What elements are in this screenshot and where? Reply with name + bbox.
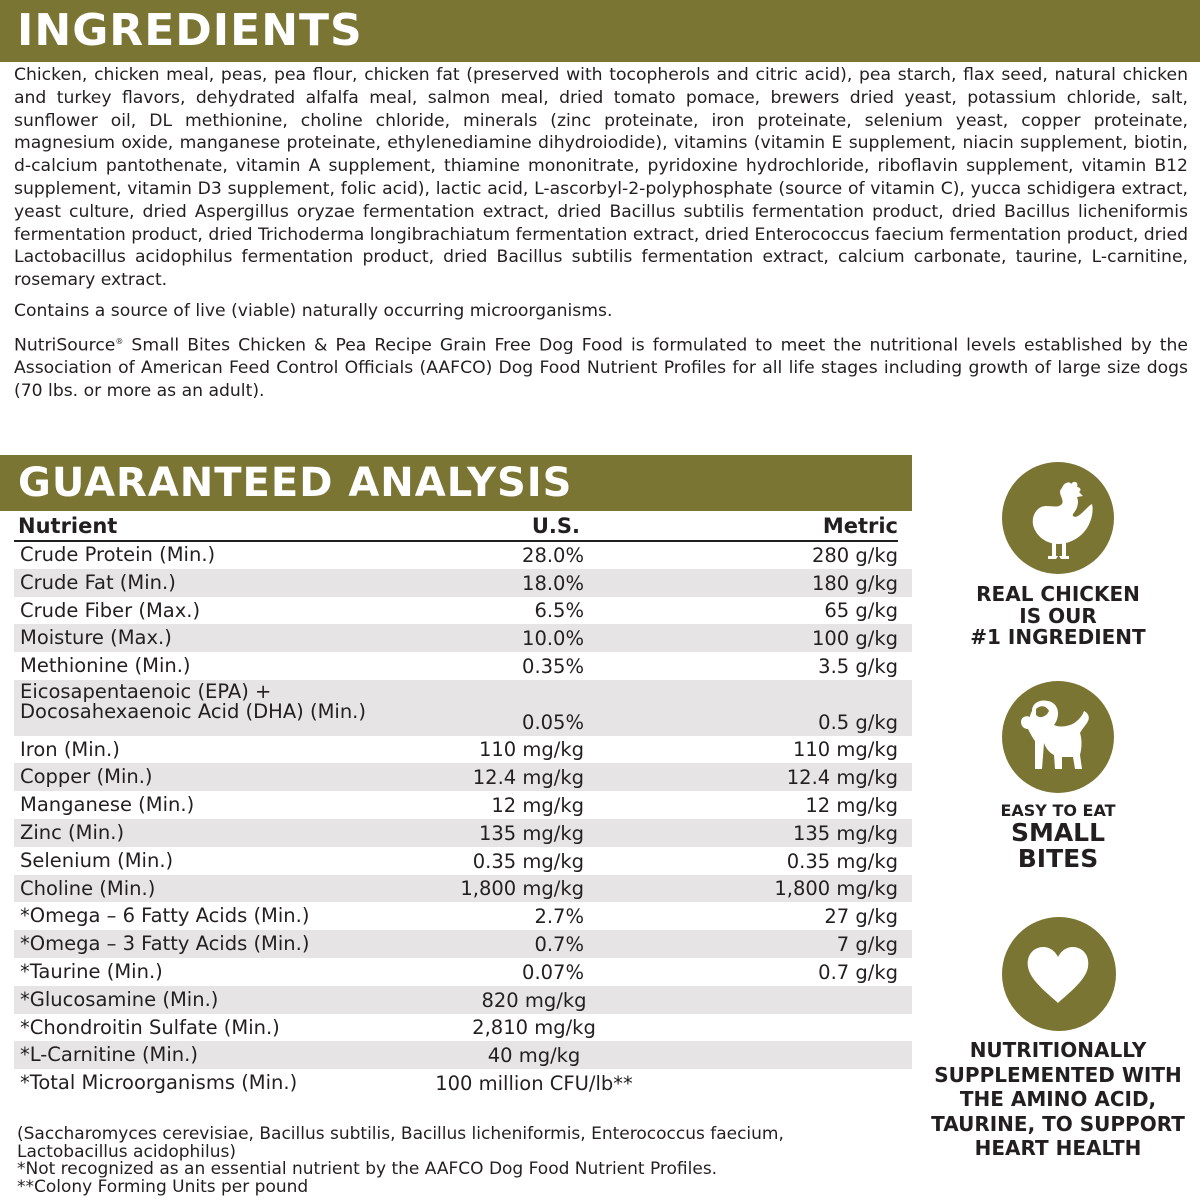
table-row [14, 847, 912, 875]
caption-line: TAURINE, TO SUPPORT [931, 1111, 1185, 1136]
heart-badge-caption [925, 1038, 1191, 1161]
puppy-icon [1002, 681, 1114, 793]
nutrient-name: Methionine (Min.) [20, 654, 191, 678]
combined-value: 40 mg/kg [487, 1044, 581, 1068]
table-row [14, 930, 912, 958]
small-bites-kicker: EASY TO EAT [1000, 801, 1116, 820]
us-value: 10.0% [522, 627, 584, 651]
nutrient-name: *Taurine (Min.) [20, 959, 163, 983]
us-value: 18.0% [522, 571, 584, 595]
us-value: 0.07% [522, 960, 584, 984]
nutrient-name: Manganese (Min.) [20, 793, 195, 817]
header-nutrient: Nutrient [18, 514, 118, 538]
caption-line: BITES [1017, 844, 1099, 873]
footnote-line: (Saccharomyces cerevisiae, Bacillus subtilis, Bacillus licheniformis, Enterococcus faecium, [17, 1124, 784, 1144]
table-row [14, 986, 912, 1014]
nutrient-name-line1: Eicosapentaenoic (EPA) + [20, 679, 272, 703]
aafco-statement [14, 331, 1188, 403]
metric-value: 110 mg/kg [792, 738, 898, 762]
chicken-badge [1002, 462, 1114, 574]
table-row [14, 875, 912, 903]
us-value: 12 mg/kg [491, 793, 584, 817]
metric-value: 1,800 mg/kg [774, 877, 898, 901]
table-row [14, 1041, 912, 1069]
us-value: 28.0% [522, 543, 584, 567]
us-value: 6.5% [534, 599, 584, 623]
combined-value: 820 mg/kg [481, 988, 587, 1012]
table-row [14, 763, 912, 791]
table-row [14, 736, 912, 764]
metric-value: 0.5 g/kg [818, 710, 898, 734]
analysis-title: GUARANTEED ANALYSIS [18, 460, 573, 506]
registered-mark: ® [115, 336, 124, 346]
header-metric: Metric [822, 514, 898, 538]
caption-line: REAL CHICKEN [976, 582, 1140, 606]
caption-line: THE AMINO ACID, [959, 1087, 1157, 1111]
caption-line: SUPPLEMENTED WITH [934, 1062, 1182, 1087]
us-value: 0.05% [522, 710, 584, 734]
caption-line: HEART HEALTH [974, 1136, 1142, 1160]
nutrient-name: Iron (Min.) [20, 737, 120, 761]
nutrient-name: *Omega – 6 Fatty Acids (Min.) [20, 904, 310, 928]
nutrient-name: Copper (Min.) [20, 765, 153, 789]
heart-badge [1002, 917, 1116, 1031]
combined-value: 100 million CFU/lb** [435, 1071, 633, 1095]
ingredients-section [14, 64, 1188, 403]
small-bites-caption [925, 820, 1191, 872]
footnote-line: **Colony Forming Units per pound [17, 1176, 309, 1197]
nutrient-name: Crude Fat (Min.) [20, 570, 176, 594]
metric-value: 12 mg/kg [805, 793, 898, 817]
table-row [14, 902, 912, 930]
nutrient-name: *Total Microorganisms (Min.) [20, 1071, 298, 1095]
metric-value: 65 g/kg [824, 599, 898, 623]
brand-name: NutriSource [14, 335, 116, 356]
microorganisms-note: Contains a source of live (viable) naturally occurring microorganisms. [14, 300, 613, 321]
caption-line: NUTRITIONALLY [969, 1038, 1147, 1062]
metric-value: 0.7 g/kg [818, 960, 898, 984]
nutrient-name-line2: Docosahexaenoic Acid (DHA) (Min.) [20, 699, 366, 723]
chicken-icon [1002, 462, 1114, 574]
us-value: 0.35% [522, 654, 584, 678]
nutrient-name: *Chondroitin Sulfate (Min.) [20, 1015, 280, 1039]
caption-line: IS OUR [1019, 603, 1097, 628]
nutrient-name: Moisture (Max.) [20, 626, 172, 650]
nutrient-name: Crude Protein (Min.) [20, 543, 216, 566]
small-bites-badge [1002, 681, 1114, 793]
metric-value: 27 g/kg [824, 905, 898, 929]
nutrient-name: Choline (Min.) [20, 876, 156, 900]
nutrient-name: *Omega – 3 Fatty Acids (Min.) [20, 932, 310, 956]
metric-value: 100 g/kg [811, 627, 898, 651]
table-row [14, 1014, 912, 1042]
table-row [14, 597, 912, 625]
metric-value: 0.35 mg/kg [786, 849, 898, 873]
aafco-statement-text: Small Bites Chicken & Pea Recipe Grain Free Dog Food is formulated to meet the nutritional levels established by the Association of American Feed Control Officials (AAFCO) Dog Food Nutrient Profiles for all life stages including growth of large size dogs (70 lbs. or more as an adult). [14, 335, 1188, 402]
ingredients-banner [0, 0, 1200, 62]
us-value: 12.4 mg/kg [472, 766, 584, 790]
nutrient-name [20, 679, 366, 723]
analysis-footnotes [17, 1126, 917, 1196]
us-value: 110 mg/kg [478, 738, 584, 762]
nutrient-name: Selenium (Min.) [20, 848, 174, 872]
us-value: 0.35 mg/kg [472, 849, 584, 873]
us-value: 2.7% [534, 905, 584, 929]
analysis-banner [0, 455, 912, 511]
metric-value: 135 mg/kg [792, 821, 898, 845]
ingredients-list: Chicken, chicken meal, peas, pea flour, chicken fat (preserved with tocopherols and citric acid), pea starch, flax seed, natural chicken and turkey flavors, dehydrated alfalfa meal, salmon meal, dried tomato pomace, brewers dried yeast, potassium chloride, salt, sunflower oil, DL methionine, choline chloride, minerals (zinc proteinate, iron proteinate, selenium yeast, copper proteinate, magnesium oxide, manganese proteinate, ethylenediamine dihydroiodide), vitamins (vitamin E supplement, niacin supplement, biotin, d-calcium pantothenate, vitamin A supplement, thiamine mononitrate, pyridoxine hydrochloride, riboflavin supplement, vitamin B12 supplement, vitamin D3 supplement, folic acid), lactic acid, L-ascorbyl-2-polyphosphate (source of vitamin C), yucca schidigera extract, yeast culture, dried Aspergillus oryzae fermentation extract, dried Bacillus subtilis fermentation product, dried Bacillus licheniformis fermentation product, dried Trichoderma longibrachiatum fermentation extract, dried Enterococcus faecium fermentation product, dried Lactobacillus acidophilus fermentation product, dried Bacillus subtilis fermentation extract, calcium carbonate, taurine, L-carnitine, rosemary extract. [14, 65, 1188, 291]
nutrient-name: *L-Carnitine (Min.) [20, 1043, 198, 1067]
ingredients-title: INGREDIENTS [17, 5, 363, 56]
us-value: 1,800 mg/kg [460, 877, 584, 901]
table-row [14, 624, 912, 652]
table-row [14, 652, 912, 680]
us-value: 0.7% [534, 932, 584, 956]
table-row [14, 680, 912, 736]
chicken-badge-caption [925, 584, 1191, 649]
metric-value: 3.5 g/kg [818, 654, 898, 678]
nutrient-name: *Glucosamine (Min.) [20, 987, 219, 1011]
table-row [14, 819, 912, 847]
table-row [14, 541, 912, 569]
footnote-line: *Not recognized as an essential nutrient by the AAFCO Dog Food Nutrient Profiles. [17, 1159, 718, 1179]
table-row [14, 569, 912, 597]
metric-value: 7 g/kg [836, 932, 898, 956]
caption-line: #1 INGREDIENT [970, 625, 1146, 649]
table-row [14, 1069, 912, 1097]
metric-value: 180 g/kg [811, 571, 898, 595]
footnote-line: Lactobacillus acidophilus) [17, 1141, 237, 1162]
analysis-table [14, 541, 912, 1097]
metric-value: 12.4 mg/kg [786, 766, 898, 790]
metric-value: 280 g/kg [811, 543, 898, 567]
table-row [14, 791, 912, 819]
caption-line: SMALL [1010, 818, 1106, 847]
table-row [14, 958, 912, 986]
nutrient-name: Crude Fiber (Max.) [20, 598, 201, 622]
combined-value: 2,810 mg/kg [472, 1016, 596, 1040]
heart-icon [1002, 917, 1114, 1029]
header-us: U.S. [531, 514, 580, 538]
analysis-header-row [14, 513, 898, 540]
us-value: 135 mg/kg [478, 821, 584, 845]
nutrient-name: Zinc (Min.) [20, 820, 125, 844]
